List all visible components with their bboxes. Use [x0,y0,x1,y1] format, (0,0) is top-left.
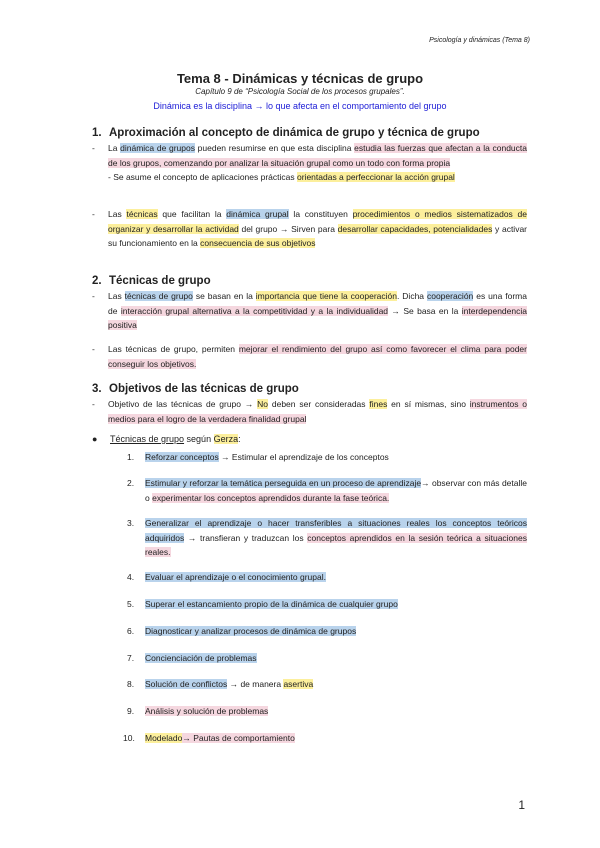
text-span: Las técnicas de grupo, permiten [108,344,239,354]
item-number: 6. [127,626,135,636]
highlight-pink: conceptos aprendidos en la sesión teórica a situaciones reales. [145,532,527,557]
dash-marker: - [92,291,95,301]
highlight-blue: Concienciación de problemas [145,653,257,663]
item-number: 8. [127,679,135,689]
text-span: → transfieran y traduzcan los [184,532,308,543]
item-number: 4. [127,572,135,582]
highlight-blue: técnicas de grupo [124,291,193,301]
text-span: pueden resumirse en que esta disciplina [194,143,355,153]
text-span: Las [108,209,127,219]
text-span: es una forma de [108,291,527,316]
section-2-heading [92,275,211,287]
list-item [127,651,527,666]
highlight-yellow: orientadas a perfeccionar la acción grupal [297,172,455,182]
list-item [123,731,527,746]
highlight-blue: Superar el estancamiento propio de la dinámica de cualquier grupo [145,599,398,609]
highlight-blue: Reforzar conceptos [145,452,219,462]
item-number: 2. [127,478,135,488]
highlight-blue: Estimular y reforzar la temática perseguida en un proceso de aprendizaje [145,478,422,488]
item-number: 5. [127,599,135,609]
text-span: : [238,434,241,444]
section-title: Aproximación al concepto de dinámica de grupo y técnica de grupo [109,127,480,139]
text-span: → de manera [227,679,284,689]
list-item [127,677,527,692]
page-title: Tema 8 - Dinámicas y técnicas de grupo [176,71,424,86]
item-number: 1. [127,452,135,462]
highlight-pink: Análisis y solución de problemas [145,706,269,716]
section-1-paragraph-1 [92,141,527,185]
highlight-yellow: fines [369,399,388,409]
text-span: . Dicha [397,291,427,301]
highlight-blue: Diagnosticar y analizar procesos de dinámica de grupos [145,626,357,636]
highlight-blue: Solución de conflictos [145,679,228,689]
list-item [127,597,527,612]
text-span: del grupo → Sirven para [238,223,338,234]
text-span: → observar con más detalle o [145,478,527,503]
highlight-yellow: No [257,399,269,409]
highlight-blue: dinámica de grupos [120,143,195,153]
highlight-blue: Generalizar el aprendizaje o hacer transferibles a situaciones reales los conceptos teóricos adquiridos [145,518,527,543]
text-span: Las [108,291,125,301]
page-subtitle: Capítulo 9 de “Psicología Social de los procesos grupales”. [195,87,405,96]
text-span: → Se basa en la [388,305,462,316]
highlight-yellow: asertiva [283,679,314,689]
text-span: - Se asume el concepto de aplicaciones prácticas [108,172,297,182]
dash-marker: - [92,143,95,153]
section-2-paragraph-1 [92,289,527,333]
bullet-marker: ● [92,434,98,444]
highlight-yellow: procedimientos o medios sistematizados de organizar y desarrollar la actividad [108,209,528,234]
section-number: 2. [92,275,102,287]
section-title: Técnicas de grupo [109,275,211,287]
highlight-yellow: Gerza [213,434,239,444]
text-span: que facilitan la [157,209,227,219]
dash-marker: - [92,399,95,409]
text-span: deben ser consideradas [268,399,370,409]
text-span: y activar su funcionamiento en la [108,223,527,248]
gerza-bullet [92,434,241,444]
highlight-yellow: Modelado [145,733,183,743]
text-span: → Estimular el aprendizaje de los conceptos [218,452,389,462]
dash-marker: - [92,209,95,219]
highlight-blue: cooperación [426,291,474,301]
highlight-yellow: técnicas [126,209,158,219]
highlight-pink: estudia las fuerzas que afectan a la conducta de los grupos, comenzando por analizar la situación grupal como un todo con forma propia [108,143,527,168]
list-item [127,450,527,465]
item-number: 3. [127,518,135,528]
section-1-paragraph-2 [92,207,527,251]
highlight-pink: interacción grupal alternativa a la competitividad y a la individualidad [120,305,389,316]
text-span: en sí mismas, sino [387,399,470,409]
section-number: 1. [92,127,102,139]
section-1-heading [92,127,480,139]
highlight-blue: dinámica grupal [226,209,289,219]
text-span: Técnicas de grupo [110,434,185,444]
page-header: Psicología y dinámicas (Tema 8) [429,37,530,44]
highlight-yellow: desarrollar capacidades, potencialidades [337,223,493,234]
list-item [127,570,527,585]
section-3-paragraph-1 [92,397,527,426]
highlight-yellow: consecuencia de sus objetivos [200,238,316,248]
text-span: se basan en la [192,291,256,301]
highlight-blue: Evaluar el aprendizaje o el conocimiento grupal. [145,572,326,582]
section-number: 3. [92,383,102,395]
list-item [127,624,527,639]
text-span: La [108,143,121,153]
text-span: Objetivo de las técnicas de grupo → [108,399,258,409]
item-number: 10. [123,733,135,743]
list-item [127,704,527,719]
highlight-yellow: importancia que tiene la cooperación [255,291,397,301]
highlight-pink: mejorar el rendimiento del grupo así como favorecer el clima para poder conseguir los objetivos. [108,344,527,369]
list-item [127,476,527,505]
highlight-pink: instrumentos o medios para el logro de la verdadera finalidad grupal [108,399,527,424]
page-number: 1 [518,798,525,812]
section-title: Objetivos de las técnicas de grupo [109,383,299,395]
highlight-pink: → Pautas de comportamiento [182,733,295,743]
list-item [127,516,527,560]
text-span: según [184,434,214,444]
item-number: 9. [127,706,135,716]
highlight-pink: experimentar los conceptos aprendidos durante la fase teórica. [152,492,390,503]
item-number: 7. [127,653,135,663]
section-2-paragraph-2 [92,342,527,371]
dash-marker: - [92,344,95,354]
text-span: la constituyen [288,209,353,219]
section-3-heading [92,383,299,395]
highlight-pink: interdependencia positiva [108,305,527,330]
intro-line: Dinámica es la disciplina → lo que afecta en el comportamiento del grupo [153,101,447,111]
